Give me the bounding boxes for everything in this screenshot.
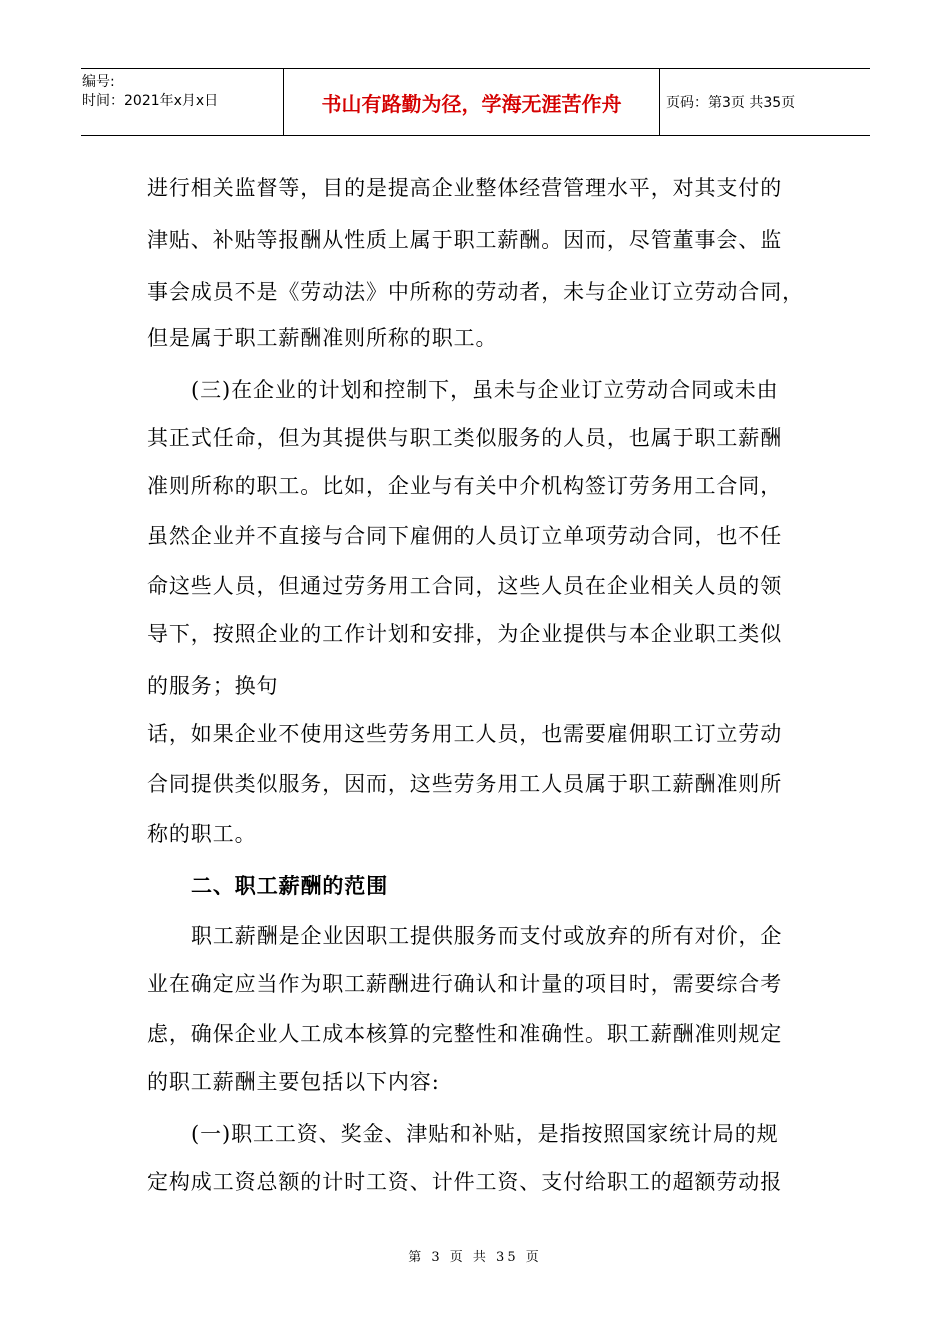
date-label: 时间：2021年x月x日	[82, 93, 219, 109]
body-line: 职工薪酬是企业因职工提供服务而支付或放弃的所有对价，企	[191, 924, 783, 948]
body-line: 其正式任命，但为其提供与职工类似服务的人员，也属于职工薪酬	[147, 426, 783, 450]
body-line: 命这些人员，但通过劳务用工合同，这些人员在企业相关人员的领	[147, 574, 783, 598]
header-page-info: 页码：第3页 共35页	[666, 95, 796, 111]
body-line: 虽然企业并不直接与合同下雇佣的人员订立单项劳动合同，也不任	[147, 524, 783, 548]
document-header	[81, 68, 870, 136]
body-line: (一)职工工资、奖金、津贴和补贴，是指按照国家统计局的规	[191, 1122, 779, 1146]
body-line: 虑，确保企业人工成本核算的完整性和准确性。职工薪酬准则规定	[147, 1022, 783, 1046]
page-footer: 第 3 页 共 35 页	[408, 1250, 542, 1265]
body-line: 业在确定应当作为职工薪酬进行确认和计量的项目时，需要综合考	[147, 972, 783, 996]
body-line: 的职工薪酬主要包括以下内容:	[147, 1070, 440, 1094]
section-heading: 二、职工薪酬的范围	[191, 874, 389, 898]
header-motto: 书山有路勤为径，学海无涯苦作舟	[284, 69, 660, 135]
header-meta-cell	[81, 69, 284, 135]
body-line: 的服务；换句	[147, 674, 279, 698]
body-line: 合同提供类似服务，因而，这些劳务用工人员属于职工薪酬准则所	[147, 772, 783, 796]
body-line: 津贴、补贴等报酬从性质上属于职工薪酬。因而，尽管董事会、监	[147, 228, 783, 252]
serial-number-label: 编号:	[82, 74, 115, 90]
body-line: 准则所称的职工。比如，企业与有关中介机构签订劳务用工合同，	[147, 474, 783, 498]
body-line: 导下，按照企业的工作计划和安排，为企业提供与本企业职工类似	[147, 622, 783, 646]
body-line: 进行相关监督等，目的是提高企业整体经营管理水平，对其支付的	[147, 176, 783, 200]
body-line: 定构成工资总额的计时工资、计件工资、支付给职工的超额劳动报	[147, 1170, 783, 1194]
body-line: 称的职工。	[147, 822, 257, 846]
body-line: (三)在企业的计划和控制下，虽未与企业订立劳动合同或未由	[191, 378, 779, 402]
body-line: 话，如果企业不使用这些劳务用工人员，也需要雇佣职工订立劳动	[147, 722, 783, 746]
body-line: 事会成员不是《劳动法》中所称的劳动者，未与企业订立劳动合同，	[147, 280, 804, 304]
body-line: 但是属于职工薪酬准则所称的职工。	[147, 326, 498, 350]
